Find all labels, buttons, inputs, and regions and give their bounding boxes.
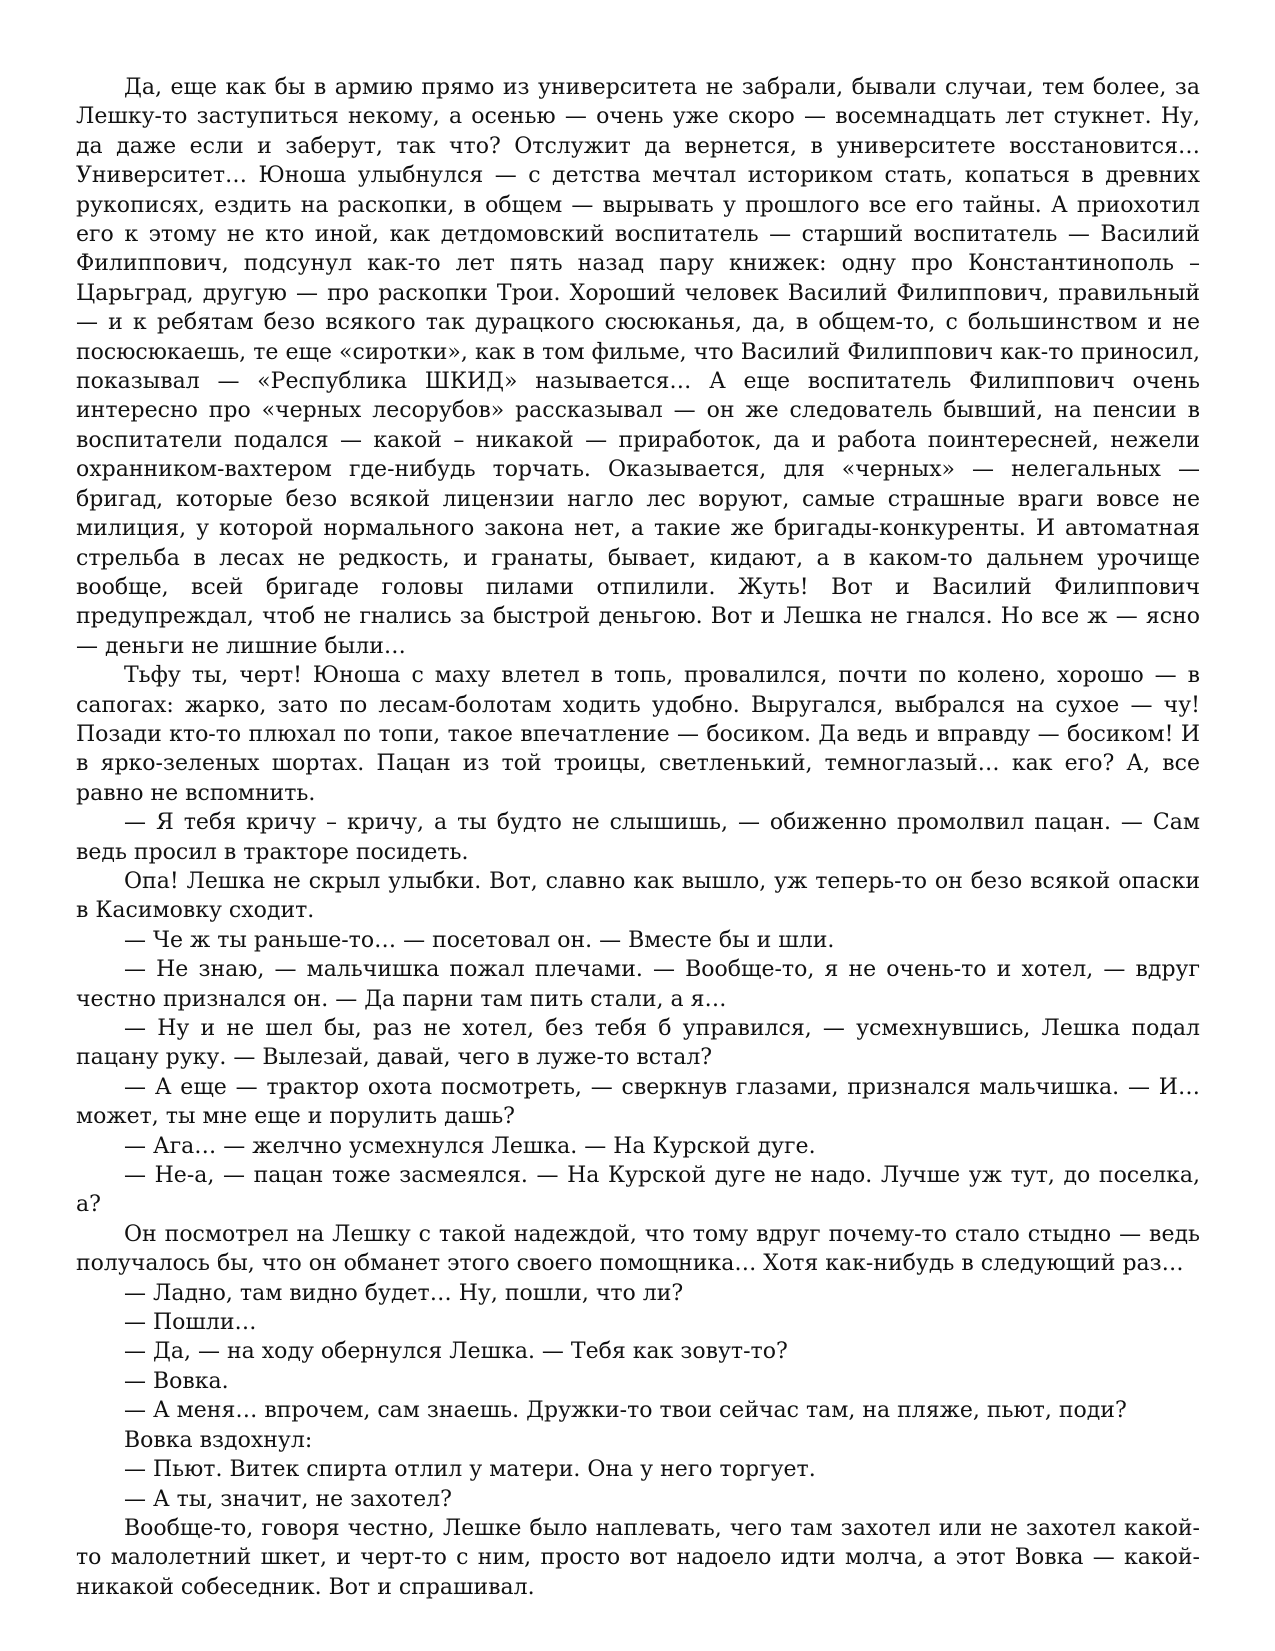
paragraph: Опа! Лешка не скрыл улыбки. Вот, славно как вышло, уж теперь-то он безо всякой опаски в Касимовку сходит. [76,868,1200,924]
paragraph: — А ты, значит, не захотел? [124,1486,452,1512]
paragraph: — Вовка. [124,1368,229,1394]
paragraph: — Не знаю, — мальчишка пожал плечами. — Вообще-то, я не очень-то и хотел, — вдруг честно признался он. — Да парни там пить стали, а я… [76,957,1200,1012]
paragraph: — Ага… — желчно усмехнулся Лешка. — На Курской дуге. [124,1133,816,1159]
paragraph: — Не-а, — пацан тоже засмеялся. — На Курской дуге не надо. Лучше уж тут, до поселка, а? [76,1163,1200,1218]
paragraph: — А меня… впрочем, сам знаешь. Дружки-то твои сейчас там, на пляже, пьют, поди? [124,1398,1127,1424]
paragraph: Вообще-то, говоря честно, Лешке было наплевать, чего там захотел или не захотел какой-то малолетний шкет, и черт-то с ним, просто вот надоело идти молча, а этот Вовка — какой-никакой собеседник. Вот и спрашивал. [76,1515,1200,1600]
paragraph: Да, еще как бы в армию прямо из университета не забрали, бывали случаи, тем более, за Лешку-то заступиться некому, а осенью — очень уже скоро — восемнадцать лет стукнет. Ну, да даже если и заберут, так что? Отслужит да вернется, в университете восстановится… Университет… Юноша улыбнулся — с детства мечтал историком стать, копаться в древних рукописях, ездить на раскопки, в общем — вырывать у прошлого все его тайны. А приохотил его к этому не кто иной, как детдомовский воспитатель — старший воспитатель — Василий Филиппович, подсунул как-то лет пять назад пару книжек: одну про Константинополь – Царьград, другую — про раскопки Трои. Хороший человек Василий Филиппович, правильный — и к ребятам безо всякого так дурацкого сюсюканья, да, в общем-то, с большинством и не посюсюкаешь, те еще «сиротки», как в том фильме, что Василий Филиппович как-то приносил, показывал — «Республика ШКИД» называется… А еще воспитатель Филиппович очень интересно про «черных лесорубов» рассказывал — он же следователь бывший, на пенсии в воспитатели подался — какой – никакой — приработок, да и работа поинтересней, нежели охранником-вахтером где-нибудь торчать. Оказывается, для «черных» — нелегальных — бригад, которые безо всякой лицензии нагло лес воруют, самые страшные враги вовсе не милиция, у которой нормального закона нет, а такие же бригады-конкуренты. И автоматная стрельба в лесах не редкость, и гранаты, бывает, кидают, а в каком-то дальнем урочище вообще, всей бригаде головы пилами отпилили. Жуть! Вот и Василий Филиппович предупреждал, чтоб не гнались за быстрой деньгою. Вот и Лешка не гнался. Но все ж — ясно — деньги не лишние были… [76,75,1200,659]
paragraph: — Ладно, там видно будет… Ну, пошли, что ли? [124,1280,684,1306]
paragraph: — Че ж ты раньше-то… — посетовал он. — Вместе бы и шли. [124,927,835,953]
paragraph: Вовка вздохнул: [124,1427,313,1453]
paragraph: — Я тебя кричу – кричу, а ты будто не слышишь, — обиженно промолвил пацан. — Сам ведь просил в тракторе посидеть. [76,810,1200,865]
page-text [76,73,1200,1602]
paragraph: — Пошли… [124,1310,257,1336]
paragraph: — А еще — трактор охота посмотреть, — сверкнув глазами, признался мальчишка. — И… может, ты мне еще и порулить дашь? [76,1074,1200,1130]
paragraph: Он посмотрел на Лешку с такой надеждой, что тому вдруг почему-то стало стыдно — ведь получалось бы, что он обманет этого своего помощника… Хотя как-нибудь в следующий раз… [76,1221,1200,1277]
paragraph: — Пьют. Витек спирта отлил у матери. Она у него торгует. [124,1457,816,1483]
paragraph: — Ну и не шел бы, раз не хотел, без тебя б управился, — усмехнувшись, Лешка подал пацану руку. — Вылезай, давай, чего в луже-то встал? [76,1016,1200,1071]
paragraph: Тьфу ты, черт! Юноша с маху влетел в топь, провалился, почти по колено, хорошо — в сапогах: жарко, зато по лесам-болотам ходить удобно. Выругался, выбрался на сухое — чу! Позади кто-то плюхал по топи, такое впечатление — босиком. Да ведь и вправду — босиком! И в ярко-зеленых шортах. Пацан из той троицы, светленький, темноглазый… как его? А, все равно не вспомнить. [76,663,1200,806]
paragraph: — Да, — на ходу обернулся Лешка. — Тебя как зовут-то? [124,1339,788,1365]
